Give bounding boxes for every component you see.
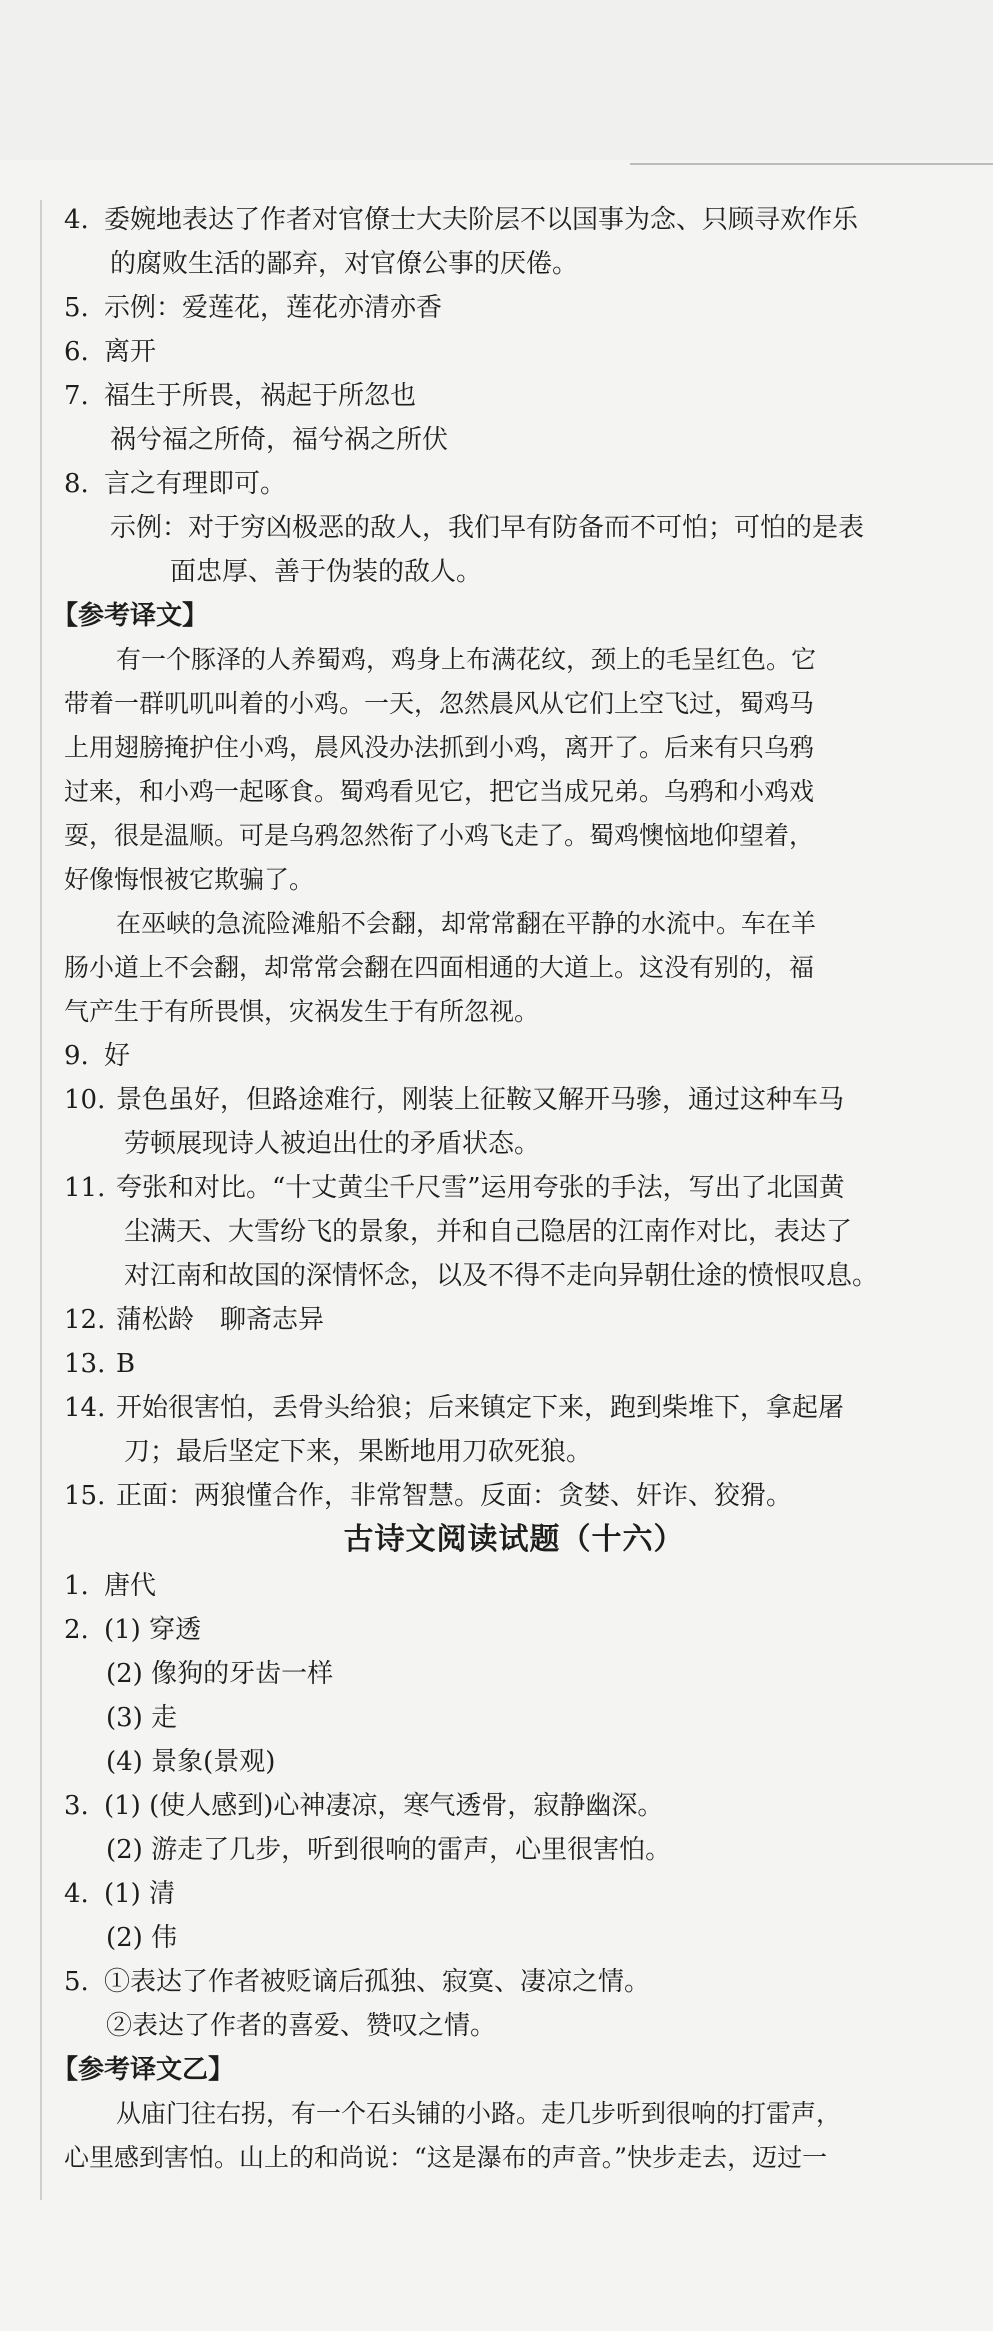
reference-translation-heading: 【参考译文】: [52, 601, 209, 631]
answer-13: 13. B: [64, 1349, 136, 1379]
translation-line: 有一个豚泽的人养蜀鸡，鸡身上布满花纹，颈上的毛呈红色。它: [116, 645, 817, 674]
translation-line: 带着一群叽叽叫着的小鸡。一天，忽然晨风从它们上空飞过，蜀鸡马: [64, 689, 815, 718]
top-blank-band: [0, 0, 993, 160]
p2-answer-2-item: (2) 像狗的牙齿一样: [106, 1659, 334, 1689]
answer-10-line1: 10. 景色虽好，但路途难行，刚装上征鞍又解开马骖，通过这种车马: [64, 1085, 845, 1115]
answer-5: 5. 示例：爱莲花，莲花亦清亦香: [64, 293, 443, 323]
answer-4-line2: 的腐败生活的鄙弃，对官僚公事的厌倦。: [110, 249, 579, 279]
answer-15: 15. 正面：两狼懂合作，非常智慧。反面：贪婪、奸诈、狡猾。: [64, 1481, 793, 1511]
translation-line: 过来，和小鸡一起啄食。蜀鸡看见它，把它当成兄弟。乌鸦和小鸡戏: [64, 777, 815, 806]
translation-line: 从庙门往右拐，有一个石头铺的小路。走几步听到很响的打雷声，: [116, 2099, 842, 2128]
answer-8-line1: 8. 言之有理即可。: [64, 469, 287, 499]
answer-8-line2: 示例：对于穷凶极恶的敌人，我们早有防备而不可怕；可怕的是表: [110, 513, 865, 543]
reference-translation-b-heading: 【参考译文乙】: [52, 2055, 235, 2085]
translation-line: 气产生于有所畏惧，灾祸发生于有所忽视。: [64, 997, 540, 1026]
header-rule: [630, 163, 993, 165]
translation-line: 上用翅膀掩护住小鸡，晨风没办法抓到小鸡，离开了。后来有只乌鸦: [64, 733, 815, 762]
answer-6: 6. 离开: [64, 337, 157, 367]
translation-line: 肠小道上不会翻，却常常会翻在四面相通的大道上。这没有别的，福: [64, 953, 815, 982]
answer-8-line3: 面忠厚、善于伪装的敌人。: [170, 557, 483, 587]
p2-answer-2-item: (3) 走: [106, 1703, 178, 1733]
answer-7-line1: 7. 福生于所畏，祸起于所忽也: [64, 381, 417, 411]
translation-line: 好像悔恨被它欺骗了。: [64, 865, 315, 894]
translation-line: 心里感到害怕。山上的和尚说：“这是瀑布的声音。”快步走去，迈过一: [64, 2143, 828, 2172]
p2-answer-1: 1. 唐代: [64, 1571, 157, 1601]
p2-answer-4-item: (2) 伟: [106, 1923, 178, 1953]
answer-page: [52, 198, 964, 2180]
answer-9: 9. 好: [64, 1041, 131, 1071]
answer-7-line2: 祸兮福之所倚，福兮祸之所伏: [110, 425, 449, 455]
translation-line: 耍，很是温顺。可是乌鸦忽然衔了小鸡飞走了。蜀鸡懊恼地仰望着，: [64, 821, 815, 850]
p2-answer-5-item: ②表达了作者的喜爱、赞叹之情。: [106, 2011, 497, 2041]
answer-11-line3: 对江南和故国的深情怀念，以及不得不走向异朝仕途的愤恨叹息。: [124, 1261, 879, 1291]
p2-answer-4-item: 4. (1) 清: [64, 1879, 176, 1909]
answer-11-line2: 尘满天、大雪纷飞的景象，并和自己隐居的江南作对比，表达了: [124, 1217, 853, 1247]
translation-line: 在巫峡的急流险滩船不会翻，却常常翻在平静的水流中。车在羊: [116, 909, 817, 938]
p2-answer-5-item: 5. ①表达了作者被贬谪后孤独、寂寞、凄凉之情。: [64, 1967, 651, 1997]
answer-10-line2: 劳顿展现诗人被迫出仕的矛盾状态。: [124, 1129, 541, 1159]
answer-14-line1: 14. 开始很害怕，丢骨头给狼；后来镇定下来，跑到柴堆下，拿起屠: [64, 1393, 845, 1423]
answer-4-line1: 4. 委婉地表达了作者对官僚士大夫阶层不以国事为念、只顾寻欢作乐: [64, 205, 859, 235]
answer-11-line1: 11. 夸张和对比。“十丈黄尘千尺雪”运用夸张的手法，写出了北国黄: [64, 1173, 845, 1203]
p2-answer-2-item: 2. (1) 穿透: [64, 1615, 202, 1645]
section-title: 古诗文阅读试题（十六）: [343, 1522, 685, 1557]
p2-answer-3-item: 3. (1) (使人感到)心神凄凉，寒气透骨，寂静幽深。: [64, 1791, 664, 1821]
p2-answer-2-item: (4) 景象(景观): [106, 1747, 276, 1777]
p2-answer-3-item: (2) 游走了几步，听到很响的雷声，心里很害怕。: [106, 1835, 672, 1865]
binding-margin-line: [40, 200, 42, 2200]
answer-14-line2: 刀；最后坚定下来，果断地用刀砍死狼。: [124, 1437, 593, 1467]
answer-12: 12. 蒲松龄 聊斋志异: [64, 1305, 325, 1335]
